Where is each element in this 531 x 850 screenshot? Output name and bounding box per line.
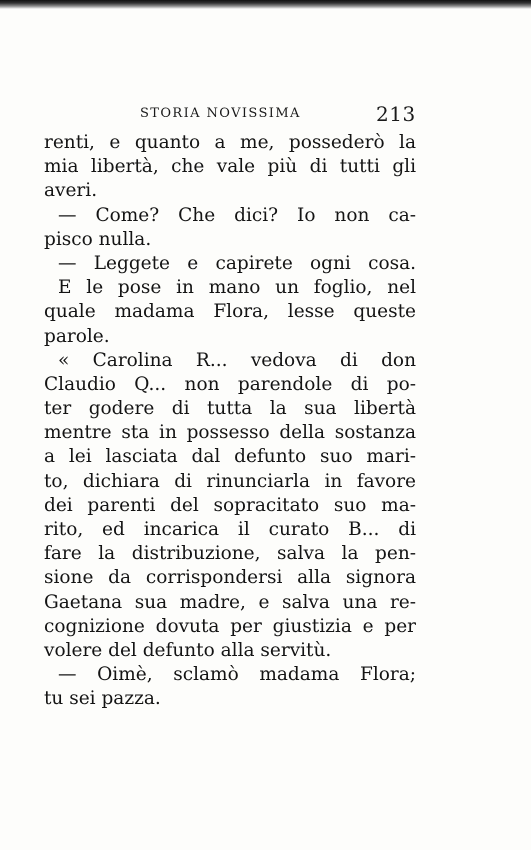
text-line: cognizione dovuta per giustizia e per	[44, 615, 416, 637]
page-number: 213	[376, 102, 416, 126]
text-line: a lei lasciata dal defunto suo mari-	[44, 446, 416, 468]
text-line: sione da corrispondersi alla signora	[44, 567, 416, 589]
text-line: averi.	[44, 180, 98, 202]
text-line: renti, e quanto a me, possederò la	[44, 132, 416, 153]
text-line: volere del defunto alla servitù.	[44, 639, 332, 661]
text-line: tu sei pazza.	[44, 688, 161, 710]
text-line: mia libertà, che vale più di tutti gli	[44, 156, 416, 178]
text-line: ter godere di tutta la sua libertà	[44, 398, 416, 420]
text-line: — Oimè, sclamò madama Flora;	[58, 664, 416, 686]
text-line: pisco nulla.	[44, 228, 152, 250]
text-line: Claudio Q... non parendole di po-	[44, 373, 416, 395]
page-top-edge	[0, 0, 531, 9]
text-line: mentre sta in possesso della sostanza	[44, 422, 416, 444]
text-line: parole.	[44, 325, 110, 347]
text-line: to, dichiara di rinunciarla in favore	[44, 470, 416, 492]
body-text	[44, 131, 416, 712]
text-line: dei parenti del sopracitato suo ma-	[44, 494, 416, 516]
text-line: Gaetana sua madre, e salva una re-	[44, 591, 416, 613]
text-line: E le pose in mano un foglio, nel	[58, 277, 416, 299]
text-line: « Carolina R... vedova di don	[58, 349, 416, 371]
running-title: STORIA NOVISSIMA	[140, 106, 301, 121]
text-line: rito, ed incarica il curato B... di	[44, 519, 416, 540]
text-line: fare la distribuzione, salva la pen-	[44, 543, 416, 565]
text-line: — Leggete e capirete ogni cosa.	[58, 252, 416, 274]
text-line: — Come? Che dici? Io non ca-	[58, 204, 416, 226]
text-line: quale madama Flora, lesse queste	[44, 301, 416, 323]
running-head	[0, 102, 531, 126]
